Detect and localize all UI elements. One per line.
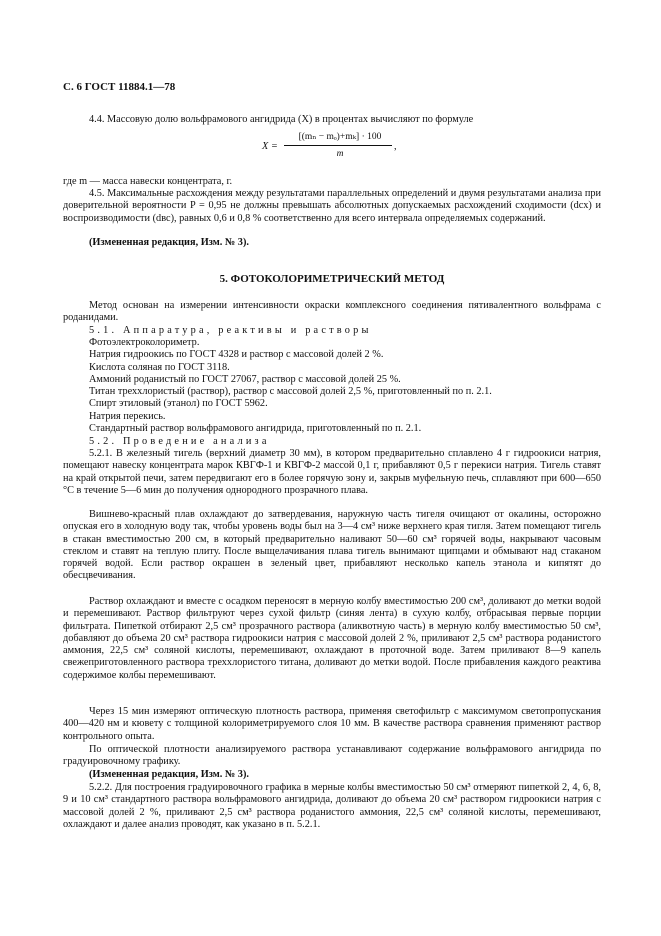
edit-note-2: (Измененная редакция, Изм. № 3). (89, 769, 249, 780)
intro-paragraph: Метод основан на измерении интенсивности окраски комплексного соединения пятивалентного вольфрама с роданидами. (63, 300, 601, 324)
page-header: С. 6 ГОСТ 11884.1—78 (63, 81, 176, 93)
paragraph-transfer: Раствор охлаждают и вместе с осадком переносят в мерную колбу вместимостью 200 см³, доливают до метки водой и перемешивают. Раствор фильтруют через сухой фильтр (синяя лента) в сухую колбу, отбрасывая первые порции фильтрата. Пипеткой отбирают 2,5 см³ прозрачного раствора (аликвотную часть) в мерную колбу вместимостью 50 см³, добавляют до объема 20 см³ раствора гидроокиси натрия с массовой долей 2 %, приливают 2,5 см³ раствора роданистого аммония, 22,5 см³ соляной кислоты, перемешивают, охлаждают в проточной воде. Затем приливают 8—9 капель свежеприготовленного раствора треххлористого титана, доливают до метки водой. После прибавления каждого реактива содержимое колбы перемешивают. (63, 596, 601, 681)
paragraph-cooling: Вишнево-красный плав охлаждают до затвердевания, наружную часть тигеля очищают от окалины, осторожно опуская его в холодную воду так, чтобы уровень воды был на 3—4 см³ ниже верхнего края тигля. Затем помещают тигель в стакан вместимостью 200 см, в который предварительно наливают 50—60 см³ горячей воды, накрывают часовым стеклом и ставят на теплую плиту. После выщелачивания плава тигель вынимают щипцами и обмывают над стаканом горячей водой. Если раствор окрашен в зеленый цвет, прибавляют несколько капель этанола и кипятят до обесцвечивания. (63, 509, 601, 582)
paragraph-5-2-2: 5.2.2. Для построения градуировочного графика в мерные колбы вместимостью 50 см³ отмеряют пипеткой 2, 4, 6, 8, 9 и 10 см³ стандартного раствора вольфрамового ангидрида, доливают до объема 20 см³ раствором гидроокиси натрия с массовой долей 2 %, приливают 2,5 см³ раствора роданистого аммония, 22,5 см³ соляной кислоты, перемешивают, охлаждают и далее анализ проводят, как указано в п. 5.2.1. (63, 782, 601, 830)
list-item: Титан треххлористый (раствор), раствор с массовой долей 2,5 %, приготовленный по п. 2.1. (89, 386, 492, 398)
list-item: Натрия гидроокись по ГОСТ 4328 и раствор с массовой долей 2 %. (89, 349, 384, 361)
list-item: Кислота соляная по ГОСТ 3118. (89, 361, 230, 373)
formula-tail: , (394, 141, 397, 152)
formula-numerator: [(mₙ − mₒ)+mₖ] · 100 (298, 132, 382, 142)
reagent-list (63, 337, 601, 435)
formula-where: где m — масса навески концентрата, г. (63, 176, 233, 187)
edit-note-1: (Измененная редакция, Изм. № 3). (89, 237, 249, 248)
list-item: Фотоэлектроколориметр. (89, 337, 200, 348)
paragraph-graph: По оптической плотности анализируемого раствора устанавливают содержание вольфрамового ангидрида по градуировочному графику. (63, 744, 601, 768)
fraction-bar (284, 145, 392, 146)
formula-lhs: X = (262, 141, 278, 152)
list-item: Спирт этиловый (этанол) по ГОСТ 5962. (89, 398, 268, 410)
section-title: 5. ФОТОКОЛОРИМЕТРИЧЕСКИЙ МЕТОД (219, 273, 445, 285)
subsection-5-2: 5.2. Проведение анализа (89, 436, 270, 447)
formula-denominator: m (336, 149, 344, 159)
list-item: Аммоний роданистый по ГОСТ 27067, раствор с массовой долей 25 %. (89, 373, 401, 385)
subsection-5-1: 5.1. Аппаратура, реактивы и растворы (89, 325, 372, 336)
list-item: Стандартный раствор вольфрамового ангидрида, приготовленный по п. 2.1. (89, 423, 422, 435)
paragraph-measure: Через 15 мин измеряют оптическую плотность раствора, применяя светофильтр с максимумом светопропускания 400—420 нм и кювету с толщиной колориметрируемого слоя 10 мм. В качестве раствора сравнения применяют раствор контрольного опыта. (63, 706, 601, 742)
paragraph-5-2-1: 5.2.1. В железный тигель (верхний диаметр 30 мм), в котором предварительно сплавлено 4 г гидроокиси натрия, помещают навеску концентрата марок КВГФ-1 и КВГФ-2 массой 0,1 г, прибавляют 0,5 г перекиси натрия. Тигель ставят на край открытой печи, затем передвигают его в более горячую зону и, закрыв муфельную печь, сплавляют при 600—650 °С в течение 5—6 мин до получения однородного прозрачного плава. (63, 448, 601, 496)
list-item: Натрия перекись. (89, 410, 166, 422)
paragraph-4-4: 4.4. Массовую долю вольфрамового ангидрида (X) в процентах вычисляют по формуле (89, 114, 474, 125)
formula (262, 131, 402, 171)
paragraph-4-5: 4.5. Максимальные расхождения между результатами параллельных определений и двумя результатами анализа при доверительной вероятности P = 0,95 не должны превышать абсолютных допускаемых расхождений сходимости (dсх) и воспроизводимости (dвс), равных 0,6 и 0,8 % соответственно для всего интервала определяемых содержаний. (63, 188, 601, 224)
